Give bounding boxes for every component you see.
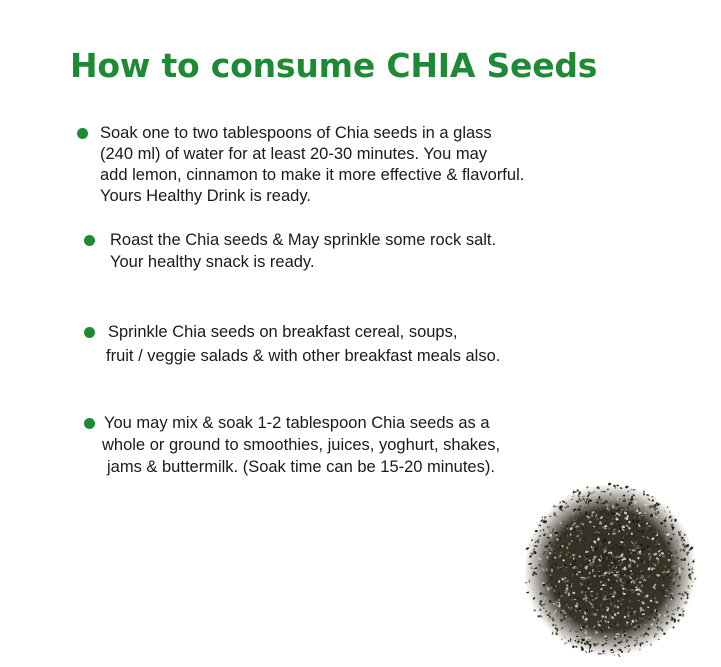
bullet-icon: [84, 418, 95, 429]
item-1-line-2: (240 ml) of water for at least 20-30 minutes. You may: [100, 145, 488, 163]
page-title: How to consume CHIA Seeds: [70, 46, 598, 85]
bullet-icon: [84, 235, 95, 246]
item-4-line-2: whole or ground to smoothies, juices, yoghurt, shakes,: [102, 436, 501, 454]
bullet-icon: [77, 128, 88, 139]
item-1-line-1: Soak one to two tablespoons of Chia seeds in a glass: [100, 124, 492, 142]
item-3-line-1: Sprinkle Chia seeds on breakfast cereal, soups,: [108, 323, 458, 341]
item-1-line-4: Yours Healthy Drink is ready.: [100, 187, 311, 205]
item-4-line-3: jams & buttermilk. (Soak time can be 15-20 minutes).: [107, 458, 495, 476]
item-1-line-3: add lemon, cinnamon to make it more effective & flavorful.: [100, 166, 525, 184]
item-3-line-2: fruit / veggie salads & with other breakfast meals also.: [106, 347, 501, 365]
item-2-line-1: Roast the Chia seeds & May sprinkle some rock salt.: [110, 231, 497, 249]
bullet-icon: [84, 327, 95, 338]
chia-seeds-pile-icon: [522, 482, 698, 658]
item-2-line-2: Your healthy snack is ready.: [110, 253, 315, 271]
item-4-line-1: You may mix & soak 1-2 tablespoon Chia seeds as a: [104, 414, 490, 432]
